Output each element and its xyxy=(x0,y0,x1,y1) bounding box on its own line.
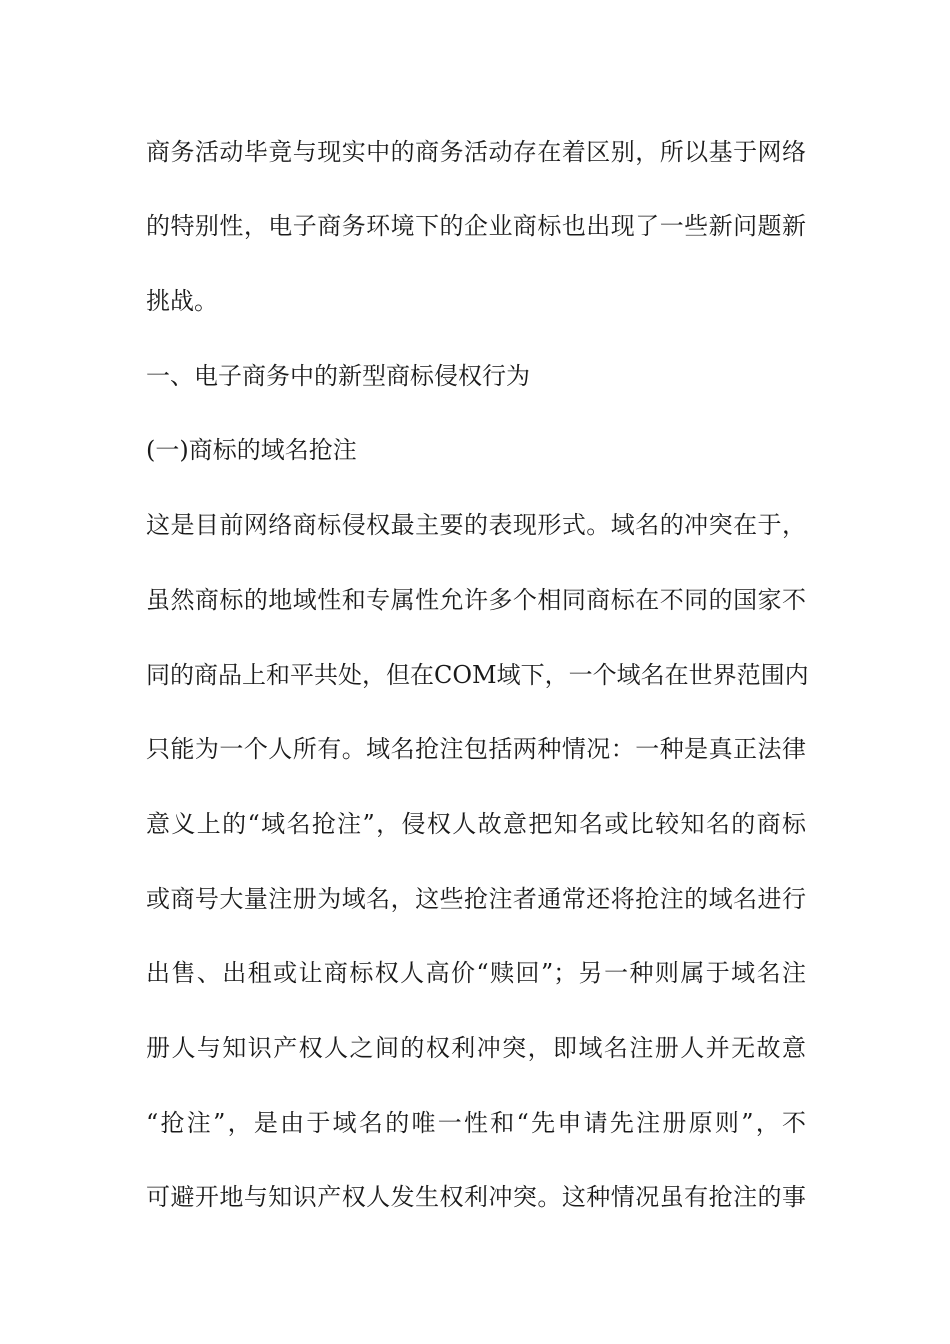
paragraph-line-6: 同的商品上和平共处，但在COM域下，一个域名在世界范围内 xyxy=(146,661,809,689)
section-heading: 一、电子商务中的新型商标侵权行为 xyxy=(146,362,530,390)
paragraph-line-8: 意义上的“域名抢注”，侵权人故意把知名或比较知名的商标 xyxy=(146,810,806,838)
paragraph-line-7: 只能为一个人所有。域名抢注包括两种情况：一种是真正法律 xyxy=(146,735,806,763)
paragraph-line-1: 商务活动毕竟与现实中的商务活动存在着区别，所以基于网络 xyxy=(146,138,806,166)
paragraph-line-5: 虽然商标的地域性和专属性允许多个相同商标在不同的国家不 xyxy=(146,586,806,614)
paragraph-line-13: 可避开地与知识产权人发生权利冲突。这种情况虽有抢注的事 xyxy=(146,1183,806,1211)
subsection-heading: (一)商标的域名抢注 xyxy=(146,436,357,464)
paragraph-line-2: 的特别性，电子商务环境下的企业商标也出现了一些新问题新 xyxy=(146,212,806,240)
paragraph-line-12: “抢注”，是由于域名的唯一性和“先申请先注册原则”，不 xyxy=(146,1109,806,1137)
paragraph-line-3: 挑战。 xyxy=(146,287,218,315)
paragraph-line-11: 册人与知识产权人之间的权利冲突，即域名注册人并无故意 xyxy=(146,1034,806,1062)
paragraph-line-10: 出售、出租或让商标权人高价“赎回”；另一种则属于域名注 xyxy=(146,959,806,987)
paragraph-line-9: 或商号大量注册为域名，这些抢注者通常还将抢注的域名进行 xyxy=(146,885,806,913)
paragraph-line-4: 这是目前网络商标侵权最主要的表现形式。域名的冲突在于， xyxy=(146,511,806,539)
